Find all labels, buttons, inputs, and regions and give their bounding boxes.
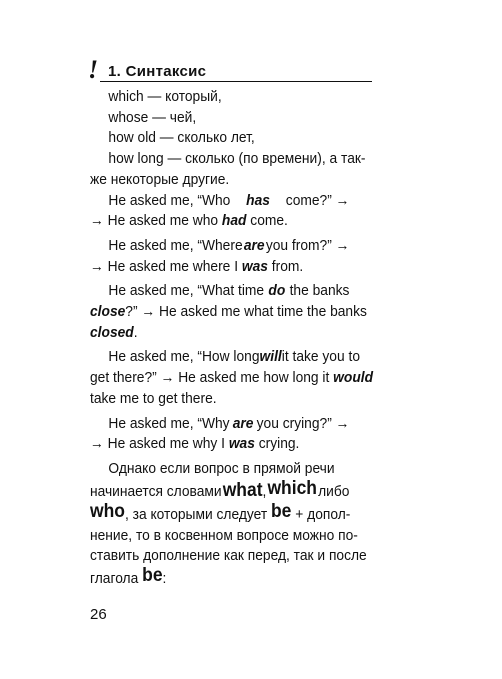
example-line: He asked me, “What time do the banks — [108, 282, 350, 300]
text-line: how long — сколько (по времени), а так- — [108, 150, 366, 168]
chapter-header — [88, 56, 372, 84]
example-line: → He asked me who had come. — [90, 212, 288, 230]
text-line: ставить дополнение как перед, так и после — [90, 547, 367, 565]
text-line: Однако если вопрос в прямой речи — [108, 459, 335, 477]
text-line: глагола be : — [90, 565, 167, 588]
chapter-title: 1. Синтаксис — [108, 63, 207, 80]
page-body — [90, 87, 374, 590]
example-line: He asked me, “Where are you from?” → — [108, 236, 350, 254]
example-line: He asked me, “How long will it take you to — [108, 348, 361, 366]
example-line: closed . — [90, 323, 138, 341]
example-line: get there?” → He asked me how long it would — [90, 369, 374, 387]
exclamation-icon: ! — [88, 55, 99, 84]
text-line: how old — сколько лет, — [108, 129, 255, 147]
example-line: close ?” → He asked me what time the banks — [90, 303, 367, 321]
example-line: He asked me, “Who has come?” → — [108, 191, 350, 209]
text-line: which — который, — [108, 88, 222, 105]
page-number: 26 — [90, 606, 107, 623]
example-line: → He asked me why I was crying. — [90, 435, 300, 453]
example-line: take me to get there. — [90, 389, 217, 407]
header-rule — [100, 81, 372, 82]
text-line: же некоторые другие. — [90, 170, 230, 188]
text-line: нение, то в косвенном вопросе можно по- — [90, 526, 358, 544]
text-line: who , за которыми следует be + допол- — [90, 500, 351, 523]
text-line: whose — чей, — [108, 108, 197, 126]
text-line: начинается словами what, which либо — [90, 477, 350, 501]
example-line: → He asked me where I was from. — [90, 257, 304, 275]
example-line: He asked me, “Why are you crying?” → — [108, 414, 350, 432]
